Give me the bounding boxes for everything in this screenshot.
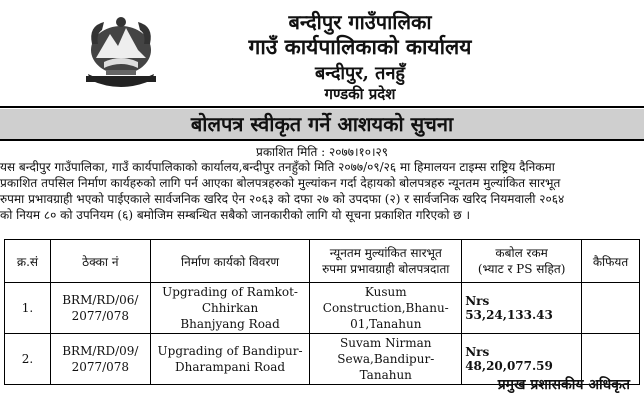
- cell-amount: Nrs 53,24,133.43: [462, 283, 582, 334]
- cell-line: 01,Tanahun: [350, 317, 422, 331]
- col-header-work: निर्माण कार्यको विवरण: [150, 240, 310, 283]
- cell-line: Dharampani Road: [175, 360, 286, 374]
- cell-work: [150, 283, 310, 334]
- cell-contract-no: [50, 283, 150, 334]
- cell-line: 2077/078: [71, 360, 130, 374]
- publish-date: प्रकाशित मिति : २०७७।१०।२९: [256, 145, 388, 159]
- col-header-amount-line: (भ्याट र PS सहित): [477, 262, 566, 276]
- cell-amount: Nrs 48,20,077.59: [462, 334, 582, 385]
- header-divider: [0, 106, 644, 108]
- col-header-sn: क्र.सं: [5, 240, 51, 283]
- cell-line: Kusum Construction,Bhanu-: [322, 285, 449, 315]
- title-divider: [0, 139, 644, 141]
- cell-line: Bhanjyang Road: [180, 317, 280, 331]
- notice-title: बोलपत्र स्वीकृत गर्ने आशयको सुचना: [0, 109, 644, 139]
- table-header-row: [5, 240, 640, 283]
- col-header-amount: [462, 240, 582, 283]
- body-line: रुपमा प्रभावग्राही भएको पाईएकाले सार्वजनिक खरिद ऐन २०६३ को दफा २७ को उपदफा (२) र सार्वजनिक खरिद नियमवाली २०६४: [0, 192, 565, 206]
- col-header-bidder: [310, 240, 462, 283]
- cell-bidder: [310, 334, 462, 385]
- cell-line: Upgrading of Ramkot-Chhirkan: [162, 285, 298, 315]
- province-name: गण्डकी प्रदेश: [324, 85, 396, 103]
- cell-contract-no: [50, 334, 150, 385]
- col-header-amount-line: कबोल रकम: [495, 246, 548, 260]
- body-line: प्रकाशित तपसिल निर्माण कार्यहरुको लागि पर्न आएका बोलपत्रहरुको मुल्यांकन गर्दा देहायको बोलपत्रहरु न्यूनतम मुल्यांकित सारभूत: [0, 176, 561, 190]
- col-header-bidder-line: रुपमा प्रभावग्राही बोलपत्रदाता: [322, 262, 450, 276]
- cell-line: Upgrading of Bandipur-: [157, 344, 303, 358]
- cell-sn: 2.: [5, 334, 51, 385]
- table-row: [5, 283, 640, 334]
- cell-sn: 1.: [5, 283, 51, 334]
- municipality-name: बन्दीपुर गाउँपालिका: [288, 10, 432, 34]
- col-header-remarks: कैफियत: [582, 240, 640, 283]
- office-location: बन्दीपुर, तनहुँ: [315, 63, 405, 84]
- cell-line: 2077/078: [71, 309, 130, 323]
- cell-line: Suvam Nirman: [340, 336, 432, 350]
- office-name: गाउँ कार्यपालिकाको कार्यालय: [248, 34, 472, 59]
- cell-line: BRM/RD/06/: [62, 293, 139, 307]
- notice-body: [0, 159, 644, 223]
- cell-remarks: [582, 283, 640, 334]
- cell-line: BRM/RD/09/: [62, 344, 139, 358]
- cell-bidder: [310, 283, 462, 334]
- col-header-contract-no: ठेक्का नं: [50, 240, 150, 283]
- body-line: यस बन्दीपुर गाउँपालिका, गाउँ कार्यपालिकाको कार्यालय,बन्दीपुर तनहुँको मिति २०७७/०९/२६ मा हिमालयन टाइम्स राष्ट्रिय दैनिकमा: [0, 160, 555, 174]
- cell-line: Sewa,Bandipur-Tanahun: [337, 352, 435, 382]
- signature-title: प्रमुख प्रशासकीय अधिकृत: [497, 377, 630, 393]
- cell-work: [150, 334, 310, 385]
- col-header-bidder-line: न्यूनतम मुल्यांकित सारभूत: [329, 246, 442, 260]
- awarded-bids-table: [4, 239, 640, 385]
- body-line: को नियम ८० को उपनियम (६) बमोजिम सम्बन्धित सबैको जानकारीको लागि यो सूचना प्रकाशित गरिएको छ ।: [0, 208, 471, 222]
